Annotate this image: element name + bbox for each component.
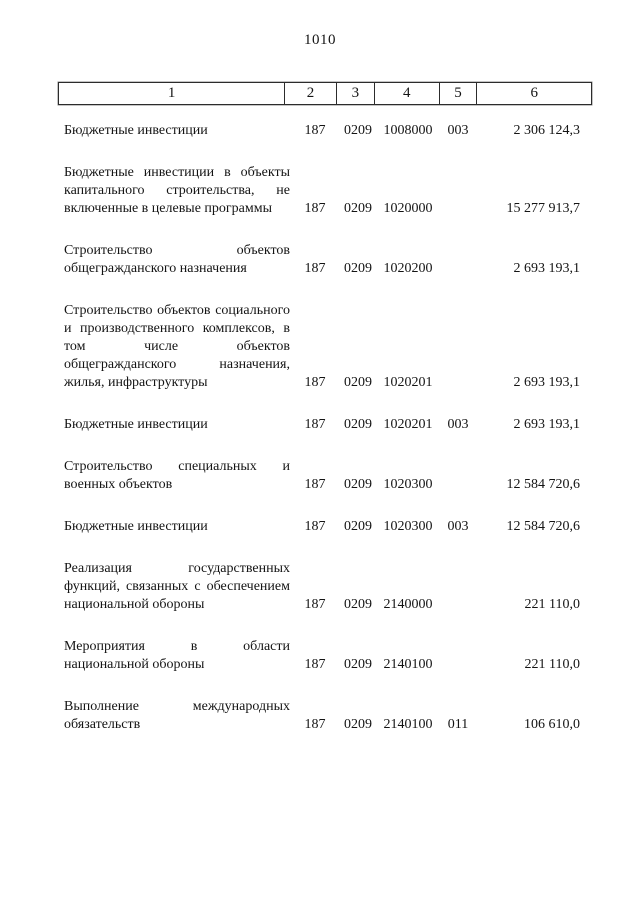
column-header-2: 2 — [285, 83, 337, 104]
row-amount: 221 110,0 — [524, 657, 580, 672]
row-amount: 12 584 720,6 — [506, 477, 580, 492]
row-code-article: 2140100 — [383, 657, 433, 672]
row-code-section: 0209 — [344, 417, 372, 432]
page-number: 1010 — [304, 32, 336, 48]
row-code-chapter: 187 — [304, 375, 326, 390]
column-header-1: 1 — [59, 83, 285, 104]
column-header-4: 4 — [375, 83, 440, 104]
column-header-3: 3 — [337, 83, 375, 104]
table-row — [64, 242, 580, 278]
row-code-chapter: 187 — [304, 477, 326, 492]
row-description: Строительство объектов общегражданского назначения — [64, 243, 290, 276]
column-header-6: 6 — [530, 85, 538, 101]
row-code-section: 0209 — [344, 519, 372, 534]
row-code-chapter: 187 — [304, 201, 326, 216]
row-code-chapter: 187 — [304, 657, 326, 672]
row-description: Бюджетные инвестиции в объекты капитального строительства, не включенные в целевые программы — [64, 165, 290, 216]
row-code-type: 003 — [447, 123, 469, 138]
table-row — [64, 560, 580, 614]
row-code-article: 2140000 — [383, 597, 433, 612]
row-description: Строительство объектов социального и производственного комплексов, в том числе объектов общегражданского назначения, жилья, инфраструктуры — [64, 303, 290, 390]
row-description: Выполнение международных обязательств — [64, 699, 290, 732]
row-code-article: 2140100 — [383, 717, 433, 732]
row-description: Реализация государственных функций, связанных с обеспечением национальной обороны — [64, 561, 290, 612]
row-code-article: 1020201 — [383, 375, 433, 390]
row-code-type: 003 — [447, 519, 469, 534]
row-code-chapter: 187 — [304, 597, 326, 612]
row-code-section: 0209 — [344, 597, 372, 612]
row-amount: 106 610,0 — [524, 717, 580, 732]
row-amount: 2 306 124,3 — [513, 123, 580, 138]
table-row — [64, 458, 580, 494]
table-row — [64, 302, 580, 392]
row-amount: 221 110,0 — [524, 597, 580, 612]
row-amount: 15 277 913,7 — [506, 201, 580, 216]
row-code-section: 0209 — [344, 123, 372, 138]
row-description: Строительство специальных и военных объектов — [64, 459, 290, 492]
row-amount: 12 584 720,6 — [506, 519, 580, 534]
row-description: Мероприятия в области национальной обороны — [64, 639, 290, 672]
row-description: Бюджетные инвестиции — [64, 123, 208, 138]
row-description: Бюджетные инвестиции — [64, 519, 208, 534]
row-code-article: 1020200 — [383, 261, 433, 276]
row-code-article: 1020000 — [383, 201, 433, 216]
row-code-section: 0209 — [344, 261, 372, 276]
row-code-section: 0209 — [344, 717, 372, 732]
row-code-article: 1020300 — [383, 477, 433, 492]
table-row — [64, 164, 580, 218]
table-header-row — [58, 82, 592, 105]
row-code-article: 1020300 — [383, 519, 433, 534]
row-code-type: 003 — [447, 417, 469, 432]
row-code-type: 011 — [447, 717, 469, 732]
row-code-article: 1008000 — [383, 123, 433, 138]
row-code-section: 0209 — [344, 201, 372, 216]
row-amount: 2 693 193,1 — [513, 375, 580, 390]
row-code-chapter: 187 — [304, 519, 326, 534]
row-code-chapter: 187 — [304, 417, 326, 432]
row-amount: 2 693 193,1 — [513, 417, 580, 432]
row-code-section: 0209 — [344, 375, 372, 390]
row-code-section: 0209 — [344, 657, 372, 672]
row-code-article: 1020201 — [383, 417, 433, 432]
row-description: Бюджетные инвестиции — [64, 417, 208, 432]
table-row — [64, 638, 580, 674]
table-row — [64, 518, 580, 536]
table-row — [64, 698, 580, 734]
table-row — [64, 122, 580, 140]
table-body — [64, 122, 580, 734]
row-code-chapter: 187 — [304, 261, 326, 276]
row-amount: 2 693 193,1 — [513, 261, 580, 276]
row-code-chapter: 187 — [304, 717, 326, 732]
row-code-section: 0209 — [344, 477, 372, 492]
table-row — [64, 416, 580, 434]
row-code-chapter: 187 — [304, 123, 326, 138]
column-header-5: 5 — [440, 83, 478, 104]
